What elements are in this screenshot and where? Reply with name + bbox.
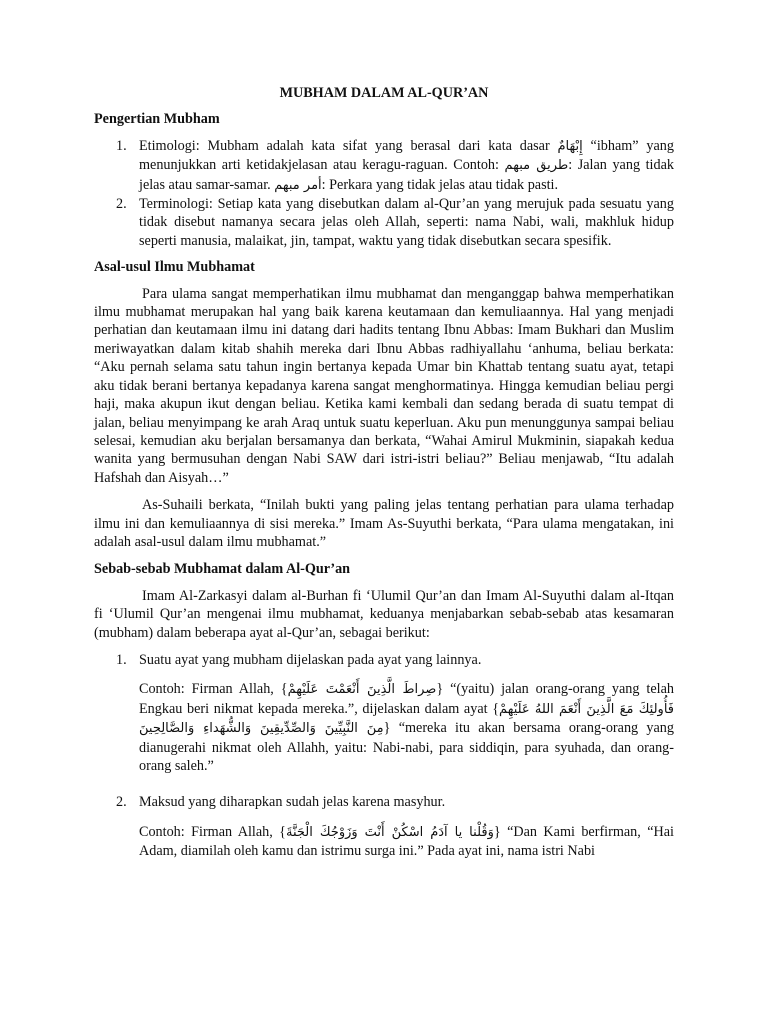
item-text: Maksud yang diharapkan sudah jelas karena masyhur. [139, 794, 446, 811]
list-item [94, 195, 674, 250]
list-item [94, 793, 674, 811]
item-text: : Perkara yang tidak jelas atau tidak pasti. [321, 176, 559, 193]
item-text: Etimologi: Mubham adalah kata sifat yang berasal dari kata dasar [139, 137, 558, 154]
list-number: 2. [116, 794, 127, 811]
arabic-verse: وَقُلْنا يا آدَمُ اسْكُنْ أَنْتَ وَزَوْجُكَ الْجَنَّةَ [286, 824, 494, 840]
section-heading-asal: Asal-usul Ilmu Mubhamat [94, 259, 255, 276]
arabic-term: إِبْهَامٌ [557, 138, 583, 154]
example-paragraph [94, 680, 674, 775]
item-text: Terminologi: Setiap kata yang disebutkan dalam al-Qur’an yang merujuk pada sesuatu yang tidak disebut namanya secara jelas oleh Allah, seperti: nama Nabi, wali, makhluk hidup seperti manusia, malaikat, jin, tampat, waktu yang tidak disebutkan secara spesifik. [139, 196, 674, 249]
item-text: Suatu ayat yang mubham dijelaskan pada ayat yang lainnya. [139, 651, 482, 668]
list-item [94, 651, 674, 669]
example-text: } “(yaitu) jalan orang-orang yang telah Engkau beri nikmat kepada mereka.”, dijelaskan dalam ayat { [139, 681, 674, 717]
example-text: } “mereka itu akan bersama orang-orang yang dianugerahi nikmat oleh Allahh, yaitu: Nabi-nabi, para siddiqin, para syuhada, dan orang-orang saleh.” [139, 720, 674, 774]
list-number: 1. [116, 651, 127, 668]
arabic-verse: صِراطَ الَّذِينَ أَنْعَمْتَ عَلَيْهِمْ [287, 682, 437, 698]
arabic-term: طريق مبهم [504, 158, 569, 174]
item-text: “ibham” yang menunjukkan arti ketidakjelasan atau keragu-raguan. Contoh: [139, 137, 674, 174]
arabic-verse: فَأُولئِكَ مَعَ الَّذِينَ أَنْعَمَ اللهُ عَلَيْهِمْ مِنَ النَّبِيِّينَ وَالصِّدِّيقِينَ وَالشُّهَداءِ وَالصَّالِحِينَ [139, 701, 675, 737]
example-text: } “Dan Kami berfirman, “Hai Adam, diamilah oleh kamu dan istrimu surga ini.” Pada ayat ini, nama istri Nabi [139, 823, 674, 860]
paragraph: As-Suhaili berkata, “Inilah bukti yang paling jelas tentang perhatian para ulama terhadap ilmu ini dan kemuliaannya di sisi mereka.” Imam As-Suyuthi berkata, “Para ulama mengatakan, ini adalah asal-usul dalam ilmu mubhamat.” [94, 497, 674, 550]
list-number: 1. [116, 137, 127, 154]
section-heading-sebab: Sebab-sebab Mubhamat dalam Al-Qur’an [94, 561, 351, 578]
list-number: 2. [116, 196, 127, 213]
example-text: Contoh: Firman Allah, { [139, 681, 288, 698]
section-heading-pengertian: Pengertian Mubham [94, 111, 220, 128]
arabic-term: أمر مبهم [274, 177, 322, 193]
example-text: Contoh: Firman Allah, { [139, 823, 286, 840]
item-text: : Jalan yang tidak jelas atau samar-samar. [139, 157, 674, 193]
example-paragraph [94, 823, 674, 861]
paragraph: Imam Al-Zarkasyi dalam al-Burhan fi ‘Ulumil Qur’an dan Imam Al-Suyuthi dalam al-Itqan fi ‘Ulumil Qur’an mengenai ilmu mubhamat, keduanya menjabarkan sebab-sebab atas kesamaran (mubham) dalam beberapa ayat al-Qur’an, sebagai berikut: [94, 587, 674, 641]
paragraph: Para ulama sangat memperhatikan ilmu mubhamat dan menganggap bahwa memperhatikan ilmu mubhamat merupakan hal yang baik karena keutamaan dan kemuliaannya. Hal yang menjadi perhatian dan keutamaan ilmu ini datang dari hadits tentang Ibnu Abbas: Imam Bukhari dan Muslim meriwayatkan dalam kitab shahih mereka dari Ibnu Abbas radhiyallahu ‘anhuma, beliau berkata: “Aku pernah selama satu tahun ingin bertanya kepada Umar bin Khattab tentang suatu ayat, tetapi aku tidak berani bertanya kepadanya karena sangat menghormatinya. Hingga kemudian beliau pergi haji, maka akupun ikut dengan beliau. Ketika kami kembali dan sedang berada di suatu tempat di jalan, beliau menyimpang ke arah Araq untuk suatu keperluan. Aku pun menunggunya sampai beliau selesai, kemudian aku berjalan bersamanya dan berkata, “Wahai Amirul Mukminin, siapakah kedua wanita yang bermusuhan dengan Nabi SAW dari istri-istri beliau?” Beliau menjawab, “Itu adalah Hafshah dan Aisyah…” [94, 285, 674, 486]
document-title: MUBHAM DALAM AL-QUR’AN [279, 85, 489, 101]
pengertian-list [94, 137, 674, 250]
list-item [94, 137, 674, 195]
